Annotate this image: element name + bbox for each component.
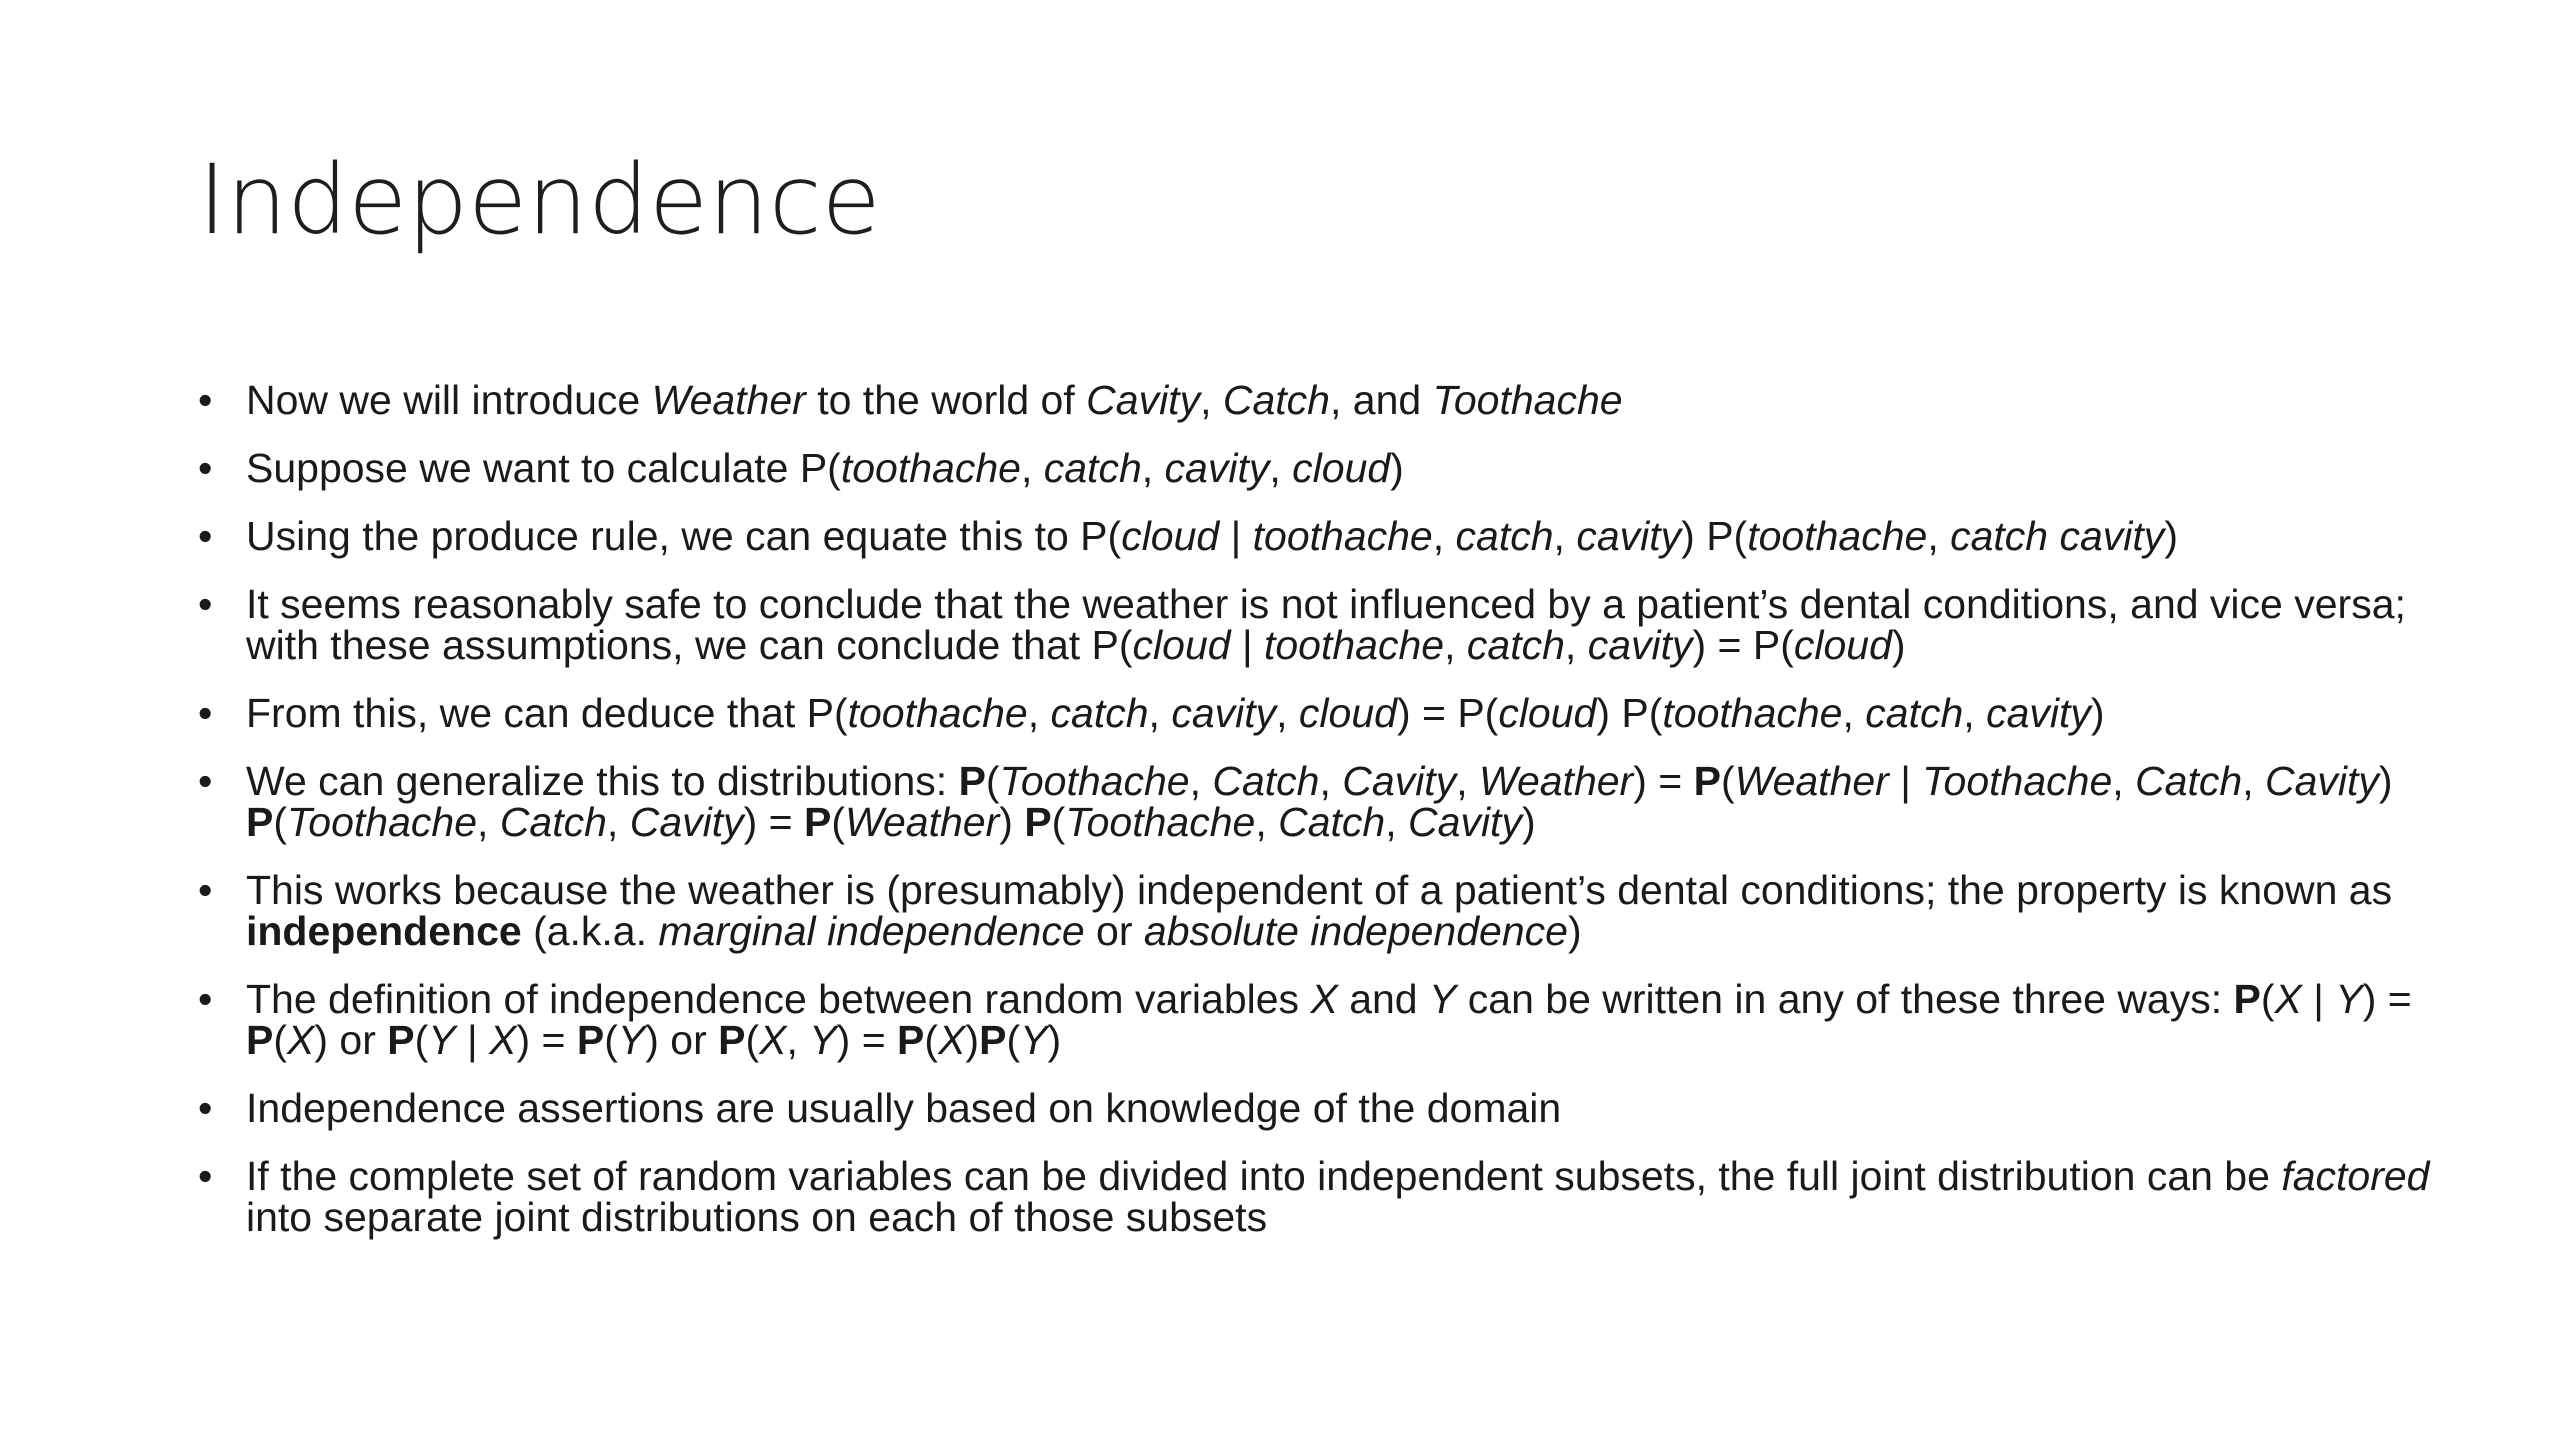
italic-text: X: [938, 1017, 966, 1063]
italic-text: factored: [2281, 1153, 2430, 1199]
italic-text: cavity: [1164, 445, 1270, 491]
bullet-marker: •: [198, 445, 213, 491]
italic-text: Catch: [1212, 758, 1320, 804]
italic-text: cloud: [1132, 622, 1231, 668]
italic-text: toothache: [1662, 690, 1843, 736]
bullet-text: [246, 581, 2406, 668]
italic-text: Toothache: [287, 799, 478, 845]
text-run: ): [965, 1017, 980, 1063]
bullet-item: [198, 513, 2438, 559]
italic-text: Toothache: [1065, 799, 1256, 845]
text-run: ,: [1276, 690, 1299, 736]
text-run: (: [924, 1017, 939, 1063]
text-run: (: [2260, 976, 2275, 1022]
text-run: ): [2378, 758, 2393, 804]
italic-text: toothache: [1747, 513, 1928, 559]
italic-text: Weather: [1479, 758, 1634, 804]
bullet-text: [246, 377, 1623, 423]
italic-text: cavity: [1576, 513, 1682, 559]
text-run: It seems reasonably safe to conclude that the weather is not influenced by a patient’s dental conditions, and vice versa; with these assumptions, we can conclude that P(: [246, 581, 2406, 668]
text-run: ,: [1963, 690, 1987, 736]
italic-text: Y: [617, 1017, 646, 1063]
text-run: ,: [786, 1017, 810, 1063]
italic-text: cavity: [1171, 690, 1277, 736]
bullet-marker: •: [198, 976, 213, 1022]
bullet-marker: •: [198, 377, 213, 423]
bullet-marker: •: [198, 1153, 213, 1199]
bullet-item: [198, 867, 2438, 954]
text-run: ) or: [314, 1017, 388, 1063]
bold-text: P: [576, 1017, 605, 1063]
italic-text: cloud: [1292, 445, 1391, 491]
bullet-text: [246, 867, 2392, 954]
text-run: into separate joint distributions on each of those subsets: [246, 1194, 1268, 1240]
italic-text: Y: [1020, 1017, 1048, 1063]
text-run: (: [1720, 758, 1735, 804]
text-run: This works because the weather is (presumably) independent of a patient’s dental conditions; the property is known as: [246, 867, 2393, 913]
bold-text: P: [958, 758, 986, 804]
italic-text: catch cavity: [1950, 513, 2165, 559]
italic-text: Cavity: [1086, 377, 1201, 423]
italic-text: Toothache: [1922, 758, 2113, 804]
text-run: ) =: [743, 799, 805, 845]
italic-text: Catch: [1222, 377, 1330, 423]
bullet-item: [198, 758, 2438, 845]
text-run: ): [1521, 799, 1536, 845]
italic-text: catch: [1455, 513, 1554, 559]
text-run: ): [2164, 513, 2178, 559]
bullet-text: [246, 690, 2105, 736]
text-run: and: [1337, 976, 1430, 1022]
bold-text: P: [1693, 758, 1721, 804]
italic-text: catch: [1865, 690, 1964, 736]
text-run: ,: [1319, 758, 1343, 804]
italic-text: Weather: [845, 799, 1000, 845]
italic-text: Catch: [499, 799, 607, 845]
bullet-item: [198, 690, 2438, 736]
bullet-marker: •: [198, 867, 213, 913]
italic-text: X: [1310, 976, 1338, 1022]
italic-text: Weather: [651, 377, 806, 423]
italic-text: Catch: [2135, 758, 2243, 804]
bold-text: P: [979, 1017, 1007, 1063]
text-run: ,: [1564, 622, 1588, 668]
text-run: ) or: [645, 1017, 719, 1063]
text-run: ) =: [836, 1017, 898, 1063]
italic-text: catch: [1043, 445, 1142, 491]
bullet-item: [198, 445, 2438, 491]
slide-title: Independence: [198, 144, 881, 256]
italic-text: cavity: [1986, 690, 2091, 736]
italic-text: X: [489, 1017, 517, 1063]
text-run: ,: [1255, 799, 1279, 845]
text-run: ,: [1553, 513, 1577, 559]
text-run: Now we will introduce: [246, 377, 652, 423]
italic-text: Toothache: [999, 758, 1190, 804]
italic-text: absolute independence: [1143, 908, 1568, 954]
italic-text: cloud: [1298, 690, 1397, 736]
bullet-marker: •: [198, 758, 213, 804]
bullet-item: [198, 581, 2438, 668]
text-run: or: [1084, 908, 1144, 954]
bullet-marker: •: [198, 690, 213, 736]
bullet-marker: •: [198, 581, 213, 627]
text-run: ) P(: [1596, 690, 1663, 736]
text-run: ): [2090, 690, 2105, 736]
italic-text: Y: [428, 1017, 456, 1063]
italic-text: Cavity: [2264, 758, 2379, 804]
italic-text: cloud: [1498, 690, 1597, 736]
italic-text: toothache: [1263, 622, 1445, 668]
text-run: ,: [1432, 513, 1456, 559]
text-run: (a.k.a.: [521, 908, 659, 954]
text-run: ) =: [516, 1017, 577, 1063]
bullet-text: [246, 1153, 2429, 1240]
text-run: ,: [606, 799, 630, 845]
text-run: ,: [1456, 758, 1479, 804]
text-run: |: [1230, 622, 1264, 668]
text-run: Using the produce rule, we can equate this to P(: [246, 513, 1122, 559]
italic-text: cloud: [1793, 622, 1892, 668]
bullet-text: [246, 445, 1404, 491]
text-run: (: [985, 758, 1000, 804]
text-run: ): [1047, 1017, 1062, 1063]
bold-text: independence: [246, 908, 522, 954]
italic-text: catch: [1466, 622, 1565, 668]
italic-text: Toothache: [1432, 377, 1623, 423]
text-run: |: [1888, 758, 1923, 804]
text-run: ): [999, 799, 1025, 845]
text-run: |: [1219, 513, 1253, 559]
text-run: (: [745, 1017, 760, 1063]
text-run: If the complete set of random variables can be divided into independent subsets, the full joint distribution can be: [246, 1153, 2282, 1199]
text-run: ,: [1444, 622, 1467, 668]
italic-text: Weather: [1734, 758, 1889, 804]
bold-text: P: [387, 1017, 415, 1063]
text-run: ,: [1385, 799, 1409, 845]
text-run: , and: [1329, 377, 1433, 423]
text-run: (: [273, 799, 288, 845]
text-run: ) =: [1633, 758, 1694, 804]
italic-text: Cavity: [1408, 799, 1522, 845]
bullet-item: [198, 377, 2438, 423]
text-run: ,: [1141, 445, 1165, 491]
bullet-text: [246, 758, 2393, 845]
bold-text: P: [246, 1017, 274, 1063]
text-run: ,: [2112, 758, 2136, 804]
text-run: From this, we can deduce that P(: [246, 690, 848, 736]
bold-text: P: [897, 1017, 925, 1063]
italic-text: Catch: [1278, 799, 1386, 845]
text-run: (: [604, 1017, 618, 1063]
bold-text: P: [718, 1017, 746, 1063]
text-run: ,: [1269, 445, 1293, 491]
italic-text: Cavity: [1342, 758, 1457, 804]
text-run: ,: [1842, 690, 1866, 736]
italic-text: cloud: [1121, 513, 1220, 559]
text-run: ): [1567, 908, 1582, 954]
bullet-item: [198, 976, 2438, 1063]
text-run: The definition of independence between random variables: [246, 976, 1311, 1022]
text-run: (: [414, 1017, 429, 1063]
italic-text: toothache: [847, 690, 1028, 736]
text-run: ,: [1020, 445, 1044, 491]
text-run: ): [1390, 445, 1404, 491]
text-run: Independence assertions are usually based on knowledge of the domain: [246, 1085, 1562, 1131]
italic-text: Y: [1429, 976, 1457, 1022]
bullet-text: [246, 1085, 1561, 1131]
text-run: |: [455, 1017, 490, 1063]
bullet-marker: •: [198, 513, 213, 559]
bullet-item: [198, 1085, 2438, 1131]
text-run: (: [1006, 1017, 1021, 1063]
italic-text: toothache: [840, 445, 1021, 491]
bullet-list: [198, 377, 2438, 1265]
text-run: |: [2301, 976, 2336, 1022]
bullet-text: [246, 513, 2178, 559]
bullet-item: [198, 1153, 2438, 1240]
italic-text: Cavity: [629, 799, 744, 845]
bold-text: P: [804, 799, 832, 845]
text-run: ) P(: [1681, 513, 1748, 559]
text-run: (: [831, 799, 846, 845]
italic-text: Y: [2335, 976, 2363, 1022]
text-run: ,: [477, 799, 500, 845]
italic-text: marginal independence: [658, 908, 1085, 954]
text-run: ) =: [2362, 976, 2412, 1022]
bold-text: P: [1024, 799, 1052, 845]
text-run: ,: [2242, 758, 2265, 804]
text-run: ,: [1148, 690, 1172, 736]
text-run: ,: [1027, 690, 1051, 736]
bold-text: P: [2233, 976, 2261, 1022]
italic-text: Y: [809, 1017, 837, 1063]
text-run: ,: [1927, 513, 1951, 559]
italic-text: X: [2274, 976, 2302, 1022]
italic-text: cavity: [1587, 622, 1693, 668]
bullet-text: [246, 976, 2412, 1063]
text-run: can be written in any of these three ways:: [1456, 976, 2234, 1022]
text-run: We can generalize this to distributions:: [246, 758, 959, 804]
italic-text: catch: [1050, 690, 1149, 736]
bold-text: P: [246, 799, 274, 845]
text-run: ) = P(: [1396, 690, 1499, 736]
text-run: ): [1891, 622, 1906, 668]
text-run: ,: [1200, 377, 1223, 423]
italic-text: X: [287, 1017, 315, 1063]
italic-text: toothache: [1252, 513, 1433, 559]
italic-text: X: [759, 1017, 787, 1063]
text-run: (: [273, 1017, 288, 1063]
text-run: to the world of: [805, 377, 1087, 423]
text-run: (: [1051, 799, 1066, 845]
text-run: Suppose we want to calculate P(: [246, 445, 841, 491]
text-run: ,: [1189, 758, 1213, 804]
bullet-marker: •: [198, 1085, 213, 1131]
text-run: ) = P(: [1692, 622, 1794, 668]
